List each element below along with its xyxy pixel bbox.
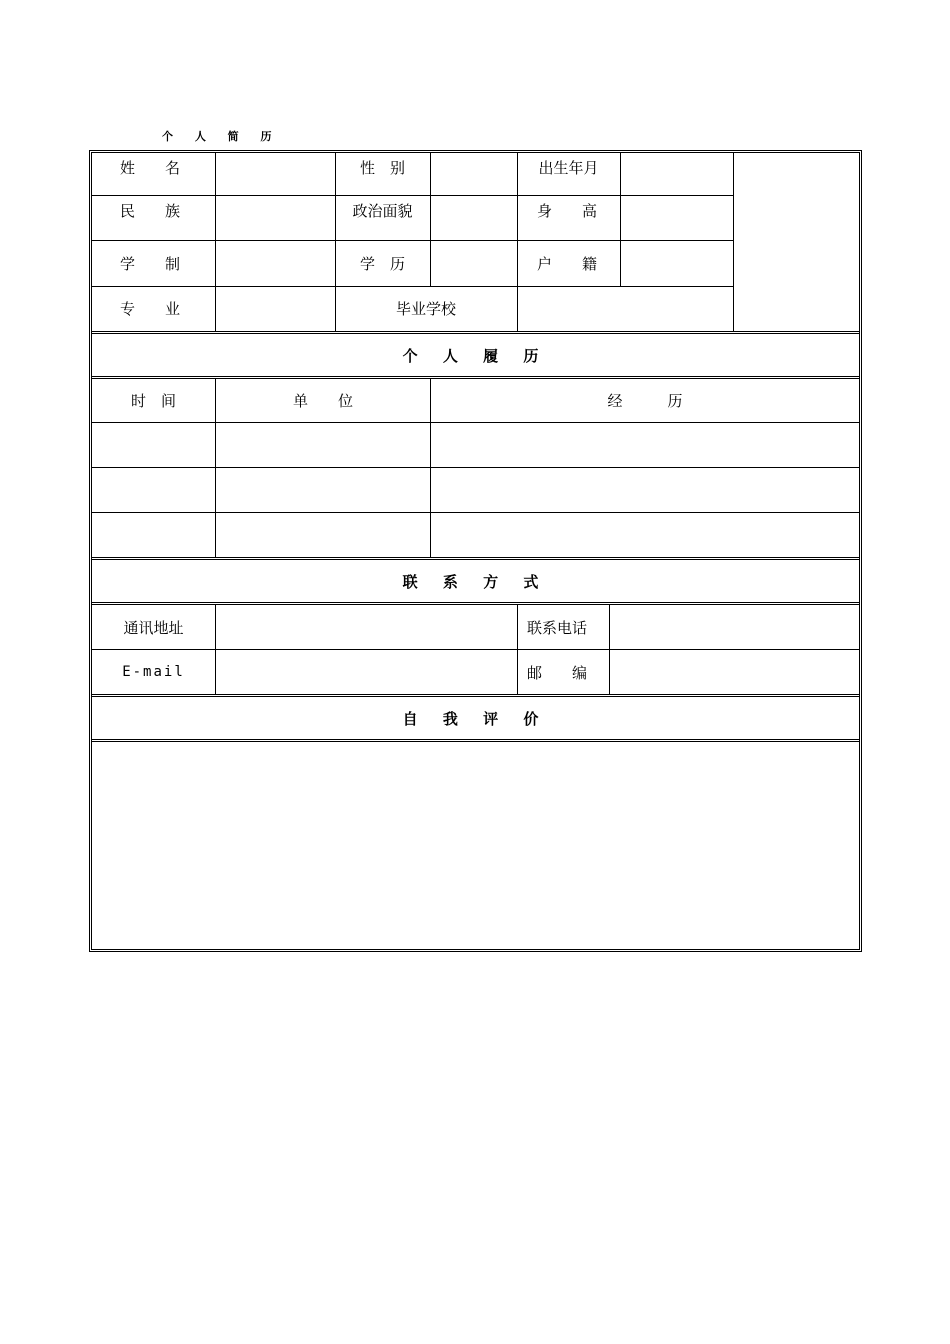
ethnicity-field[interactable] bbox=[216, 196, 335, 240]
col-header-time: 时 间 bbox=[130, 392, 176, 410]
birth-label: 出生年月 bbox=[538, 158, 599, 177]
schooling-label: 学 制 bbox=[120, 254, 181, 273]
education-label: 学 历 bbox=[359, 254, 405, 273]
phone-label: 联系电话 bbox=[527, 618, 588, 637]
ethnicity-label: 民 族 bbox=[120, 201, 181, 220]
school-field[interactable] bbox=[518, 287, 733, 331]
document-title: 个 人 简 历 bbox=[162, 130, 281, 143]
evaluation-section-title: 自 我 评 价 bbox=[402, 709, 549, 728]
birth-field[interactable] bbox=[621, 153, 733, 195]
col-header-detail: 经 历 bbox=[607, 392, 683, 410]
zip-field[interactable] bbox=[610, 650, 859, 694]
email-label: E-mail bbox=[122, 664, 185, 680]
email-field[interactable] bbox=[216, 650, 517, 694]
school-label: 毕业学校 bbox=[395, 300, 456, 318]
name-label: 姓 名 bbox=[120, 158, 181, 177]
major-field[interactable] bbox=[216, 287, 335, 331]
photo-field[interactable] bbox=[734, 153, 859, 331]
experience-detail-field[interactable] bbox=[431, 468, 859, 512]
experience-unit-field[interactable] bbox=[216, 468, 430, 512]
address-field[interactable] bbox=[216, 605, 517, 649]
schooling-field[interactable] bbox=[216, 241, 335, 286]
address-label: 通讯地址 bbox=[123, 618, 184, 637]
experience-time-field[interactable] bbox=[92, 468, 215, 512]
phone-field[interactable] bbox=[610, 605, 859, 649]
name-field[interactable] bbox=[216, 153, 335, 195]
col-header-unit: 单 位 bbox=[292, 392, 353, 410]
self-evaluation-field[interactable] bbox=[92, 743, 859, 949]
gender-label: 性 别 bbox=[359, 158, 405, 177]
experience-time-field[interactable] bbox=[92, 513, 215, 557]
hukou-label: 户 籍 bbox=[537, 254, 598, 273]
hukou-field[interactable] bbox=[621, 241, 733, 286]
political-field[interactable] bbox=[431, 196, 517, 240]
political-label: 政治面貌 bbox=[352, 201, 413, 220]
resume-table bbox=[89, 150, 862, 952]
experience-detail-field[interactable] bbox=[431, 513, 859, 557]
experience-unit-field[interactable] bbox=[216, 423, 430, 467]
education-field[interactable] bbox=[431, 241, 517, 286]
zip-label: 邮 编 bbox=[527, 663, 588, 682]
major-label: 专 业 bbox=[120, 300, 181, 318]
experience-section-title: 个 人 履 历 bbox=[402, 346, 549, 365]
experience-unit-field[interactable] bbox=[216, 513, 430, 557]
gender-field[interactable] bbox=[431, 153, 517, 195]
height-field[interactable] bbox=[621, 196, 733, 240]
experience-time-field[interactable] bbox=[92, 423, 215, 467]
contact-section-title: 联 系 方 式 bbox=[402, 572, 549, 591]
height-label: 身 高 bbox=[537, 201, 598, 220]
experience-detail-field[interactable] bbox=[431, 423, 859, 467]
